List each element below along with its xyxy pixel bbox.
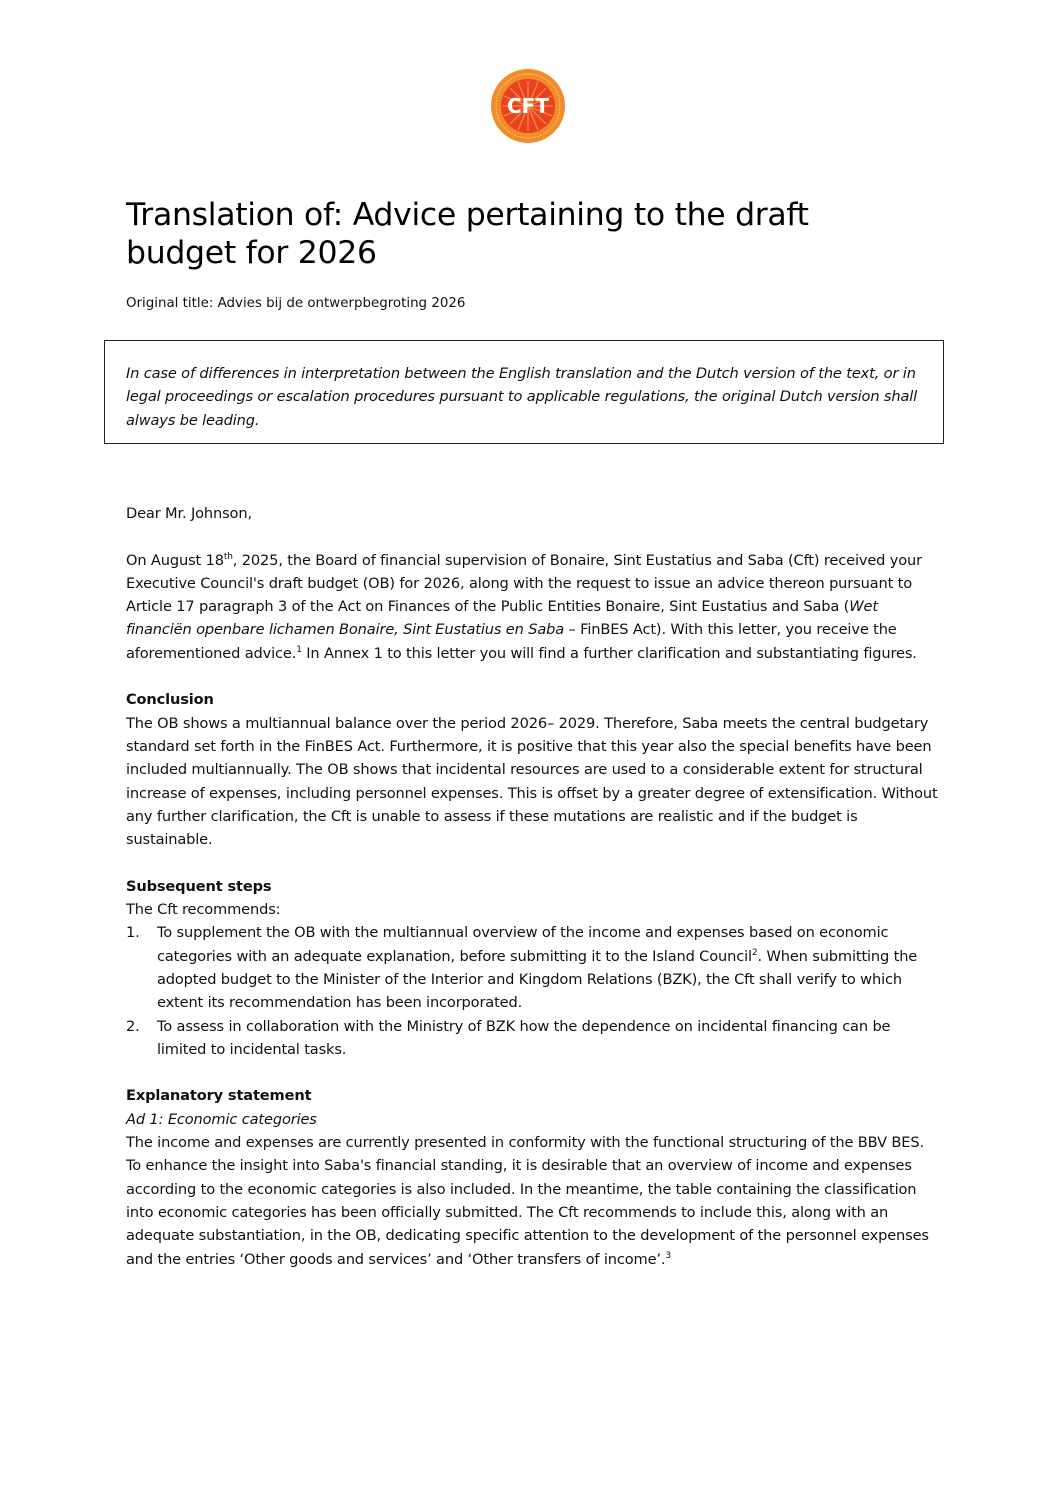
recommendations-list <box>126 921 938 1061</box>
svg-text:CFT: CFT <box>507 94 549 118</box>
document-title: Translation of: Advice pertaining to the draft budget for 2026 <box>126 197 809 271</box>
intro-text: In Annex 1 to this letter you will find a further clarification and substantiating figures. <box>301 644 917 662</box>
translation-notice-box <box>104 340 944 444</box>
translation-notice-text: In case of differences in interpretation between the English translation and the Dutch version of the text, or in legal proceedings or escalation procedures pursuant to applicable regulations, the original Dutch version shall always be leading. <box>126 365 918 429</box>
list-text: To supplement the OB with the multiannual overview of the income and expenses based on economic categories with an adequate explanation, before submitting it to the Island Council <box>157 924 889 965</box>
cft-logo <box>490 68 566 144</box>
ordinal-suffix: th <box>223 551 233 562</box>
steps-heading: Subsequent steps <box>126 877 272 895</box>
footnote-ref-1[interactable]: 1 <box>296 644 302 655</box>
salutation: Dear Mr. Johnson, <box>126 505 252 522</box>
list-item <box>126 1015 938 1062</box>
list-item <box>126 921 938 1014</box>
list-text: To assess in collaboration with the Ministry of BZK how the dependence on incidental financing can be limited to incidental tasks. <box>157 1017 891 1058</box>
intro-text: , 2025, the Board of financial supervision of Bonaire, Sint Eustatius and Saba (Cft) received your Executive Council's draft budget (OB) for 2026, along with the request to issue an advice thereon pursuant to Article 17 paragraph 3 of the Act on Finances of the Public Entities Bonaire, Sint Eustatius and Saba ( <box>126 551 923 616</box>
conclusion-heading: Conclusion <box>126 691 214 709</box>
explanatory-body: The income and expenses are currently presented in conformity with the functional structuring of the BBV BES. To enhance the insight into Saba's financial standing, it is desirable that an overview of income and expenses according to the economic categories is also included. In the meantime, the table containing the classification into economic categories has been officially submitted. The Cft recommends to include this, along with an adequate substantiation, in the OB, dedicating specific attention to the development of the personnel expenses and the entries ‘Other goods and services’ and ‘Other transfers of income’. <box>126 1134 929 1268</box>
list-text: . When submitting the adopted budget to the Minister of the Interior and Kingdom Relations (BZK), the Cft shall verify to which extent its recommendation has been incorporated. <box>157 947 918 1012</box>
footnote-ref-3[interactable]: 3 <box>665 1250 671 1261</box>
intro-text: – FinBES Act). With this letter, you receive the aforementioned advice. <box>126 621 897 662</box>
explanatory-subheading: Ad 1: Economic categories <box>126 1110 317 1128</box>
conclusion-text: The OB shows a multiannual balance over the period 2026– 2029. Therefore, Saba meets the central budgetary standard set forth in the FinBES Act. Furthermore, it is positive that this year also the special benefits have been included multiannually. The OB shows that incidental resources are used to a considerable extent for structural increase of expenses, including personnel expenses. This is offset by a greater degree of extensification. Without any further clarification, the Cft is unable to assess if these mutations are realistic and if the budget is sustainable. <box>126 714 938 849</box>
list-number: 2. <box>126 1017 140 1035</box>
footnote-ref-2[interactable]: 2 <box>751 947 758 958</box>
cft-seal-icon <box>490 68 566 144</box>
explanatory-text <box>126 1131 938 1271</box>
intro-text: On August 18 <box>126 551 224 569</box>
act-dutch-name: Wet financiën openbare lichamen Bonaire, Sint Eustatius en Saba <box>126 598 878 639</box>
intro-paragraph <box>126 549 938 665</box>
explanatory-heading: Explanatory statement <box>126 1087 312 1105</box>
steps-lead: The Cft recommends: <box>126 901 281 919</box>
letter-body <box>126 502 938 1271</box>
list-number: 1. <box>126 924 140 942</box>
original-title: Original title: Advies bij de ontwerpbegroting 2026 <box>126 296 466 311</box>
